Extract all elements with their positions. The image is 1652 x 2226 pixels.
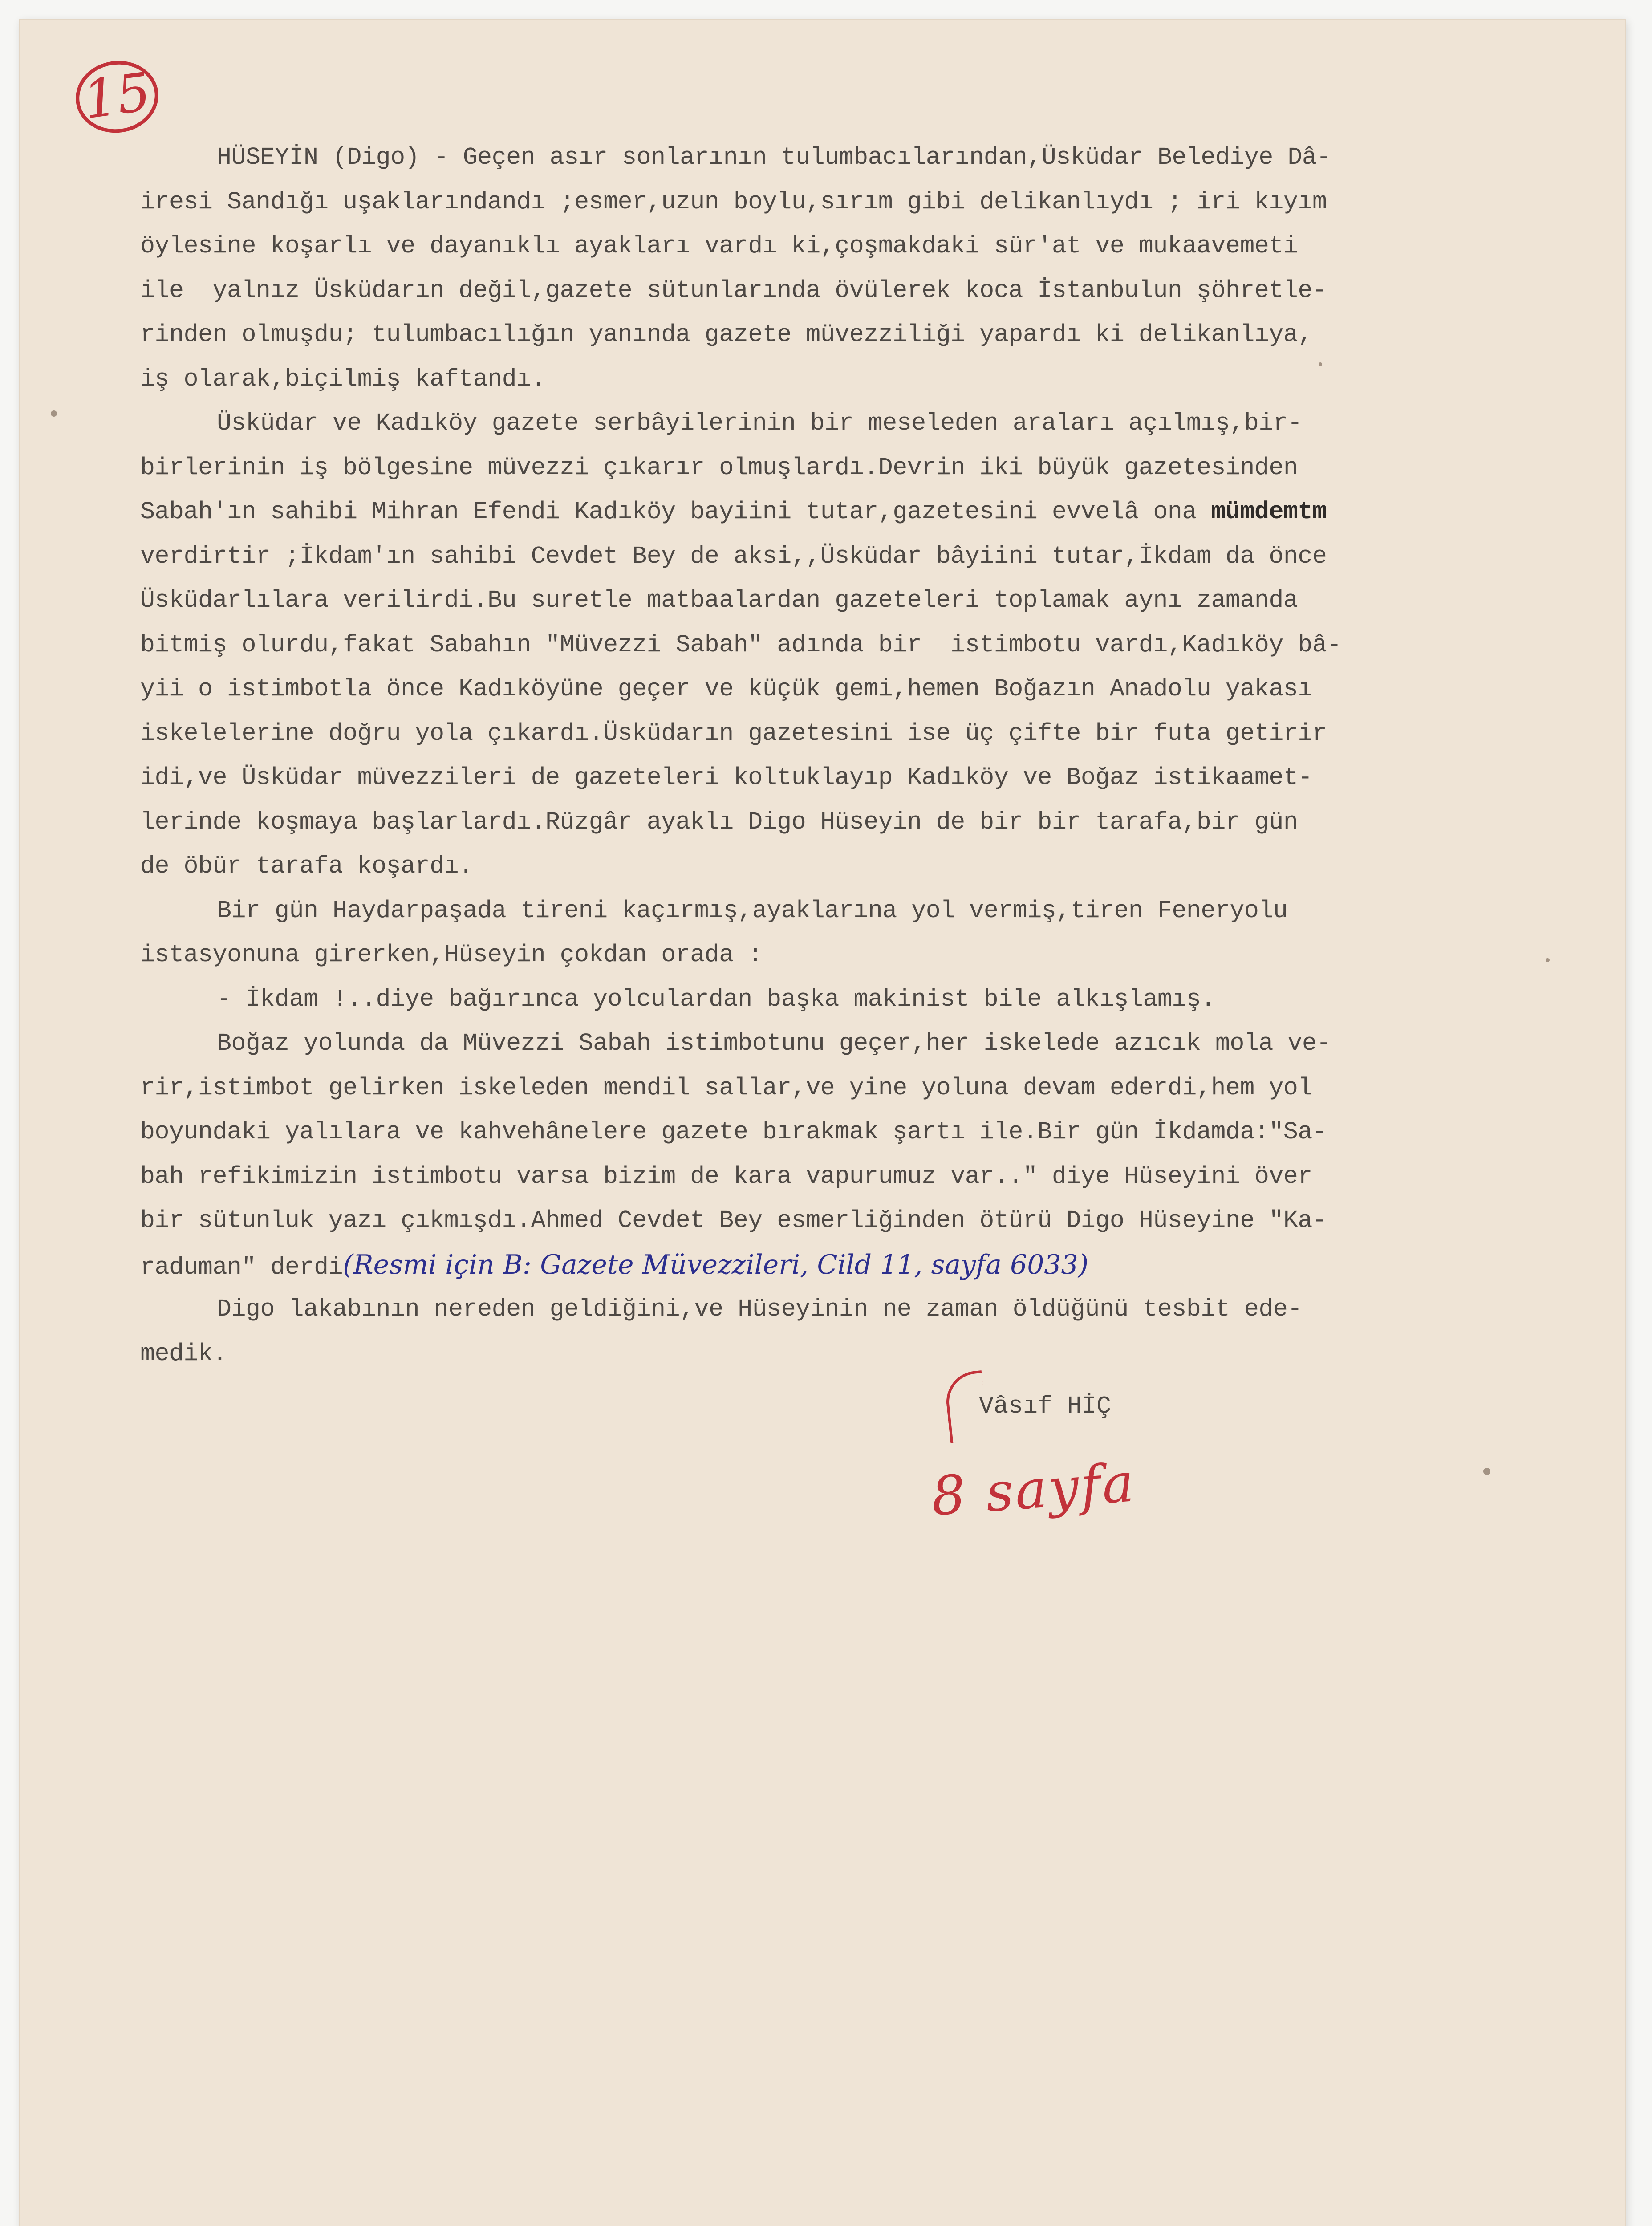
text-fragment: raduman" derdi [140,1253,343,1281]
overtyped-word: mümdemtm [1211,498,1327,526]
document-page [19,19,1626,2226]
text-line: Boğaz yolunda da Müvezzi Sabah istimbotunu geçer,her iskelede azıcık mola ve- [217,1029,1331,1057]
text-line: idi,ve Üsküdar müvezzileri de gazeteleri koltuklayıp Kadıköy ve Boğaz istikaamet- [140,764,1312,792]
text-line: bah refikimizin istimbotu varsa bizim de kara vapurumuz var.." diye Hüseyini över [140,1162,1312,1190]
text-line: Üsküdar ve Kadıköy gazete serbâyilerinin bir meseleden araları açılmış,bir- [217,409,1302,437]
paper-speck [1483,1468,1490,1475]
text-line: iş olarak,biçilmiş kaftandı. [140,365,546,393]
text-line: istasyonuna girerken,Hüseyin çokdan orada : [140,941,763,969]
text-line: öylesine koşarlı ve dayanıklı ayakları vardı ki,çoşmakdaki sür'at ve mukaavemeti [140,232,1298,260]
handwritten-page-count: 8 sayfa [929,1452,1138,1528]
text-line: lerinde koşmaya başlarlardı.Rüzgâr ayaklı Digo Hüseyin de bir bir tarafa,bir gün [140,808,1298,836]
text-line: iresi Sandığı uşaklarındandı ;esmer,uzun boylu,sırım gibi delikanlıydı ; iri kıyım [140,187,1327,216]
text-line: verdirtir ;İkdam'ın sahibi Cevdet Bey de aksi,,Üsküdar bâyiini tutar,İkdam da önce [140,542,1327,570]
paper-speck [1319,362,1322,366]
text-line: - İkdam !..diye bağırınca yolculardan başka makinist bile alkışlamış. [217,985,1215,1013]
text-line: yii o istimbotla önce Kadıköyüne geçer ve küçük gemi,hemen Boğazın Anadolu yakası [140,675,1312,703]
text-line: boyundaki yalılara ve kahvehânelere gazete bırakmak şartı ile.Bir gün İkdamda:"Sa- [140,1118,1327,1146]
text-fragment: Sabah'ın sahibi Mihran Efendi Kadıköy bayiini tutar,gazetesini evvelâ ona [140,498,1197,526]
text-line: medik. [140,1339,227,1368]
text-line: bitmiş olurdu,fakat Sabahın "Müvezzi Sabah" adında bir istimbotu vardı,Kadıköy bâ- [140,630,1341,659]
text-line-with-annotation [140,1243,1596,1288]
author-signature: Vâsıf HİÇ [979,1392,1112,1420]
paper-speck [1546,958,1550,962]
text-line: rinden olmuşdu; tulumbacılığın yanında gazete müvezziliği yapardı ki delikanlıya, [140,321,1312,349]
paper-speck [51,410,57,417]
handwritten-reference: (Resmi için B: Gazete Müvezzileri, Cild 11, sayfa 6033) [343,1249,1089,1280]
text-line: ile yalnız Üsküdarın değil,gazete sütunlarında övülerek koca İstanbulun şöhretle- [140,276,1327,305]
text-line: rir,istimbot gelirken iskeleden mendil sallar,ve yine yoluna devam ederdi,hem yol [140,1073,1312,1102]
text-line: de öbür tarafa koşardı. [140,852,473,880]
text-line: birlerinin iş bölgesine müvezzi çıkarır olmuşlardı.Devrin iki büyük gazetesinden [140,453,1298,482]
typewritten-body [140,135,1596,1376]
text-line: bir sütunluk yazı çıkmışdı.Ahmed Cevdet Bey esmerliğinden ötürü Digo Hüseyine "Ka- [140,1206,1327,1235]
text-line-with-overtype [140,490,1596,534]
text-line: iskelelerine doğru yola çıkardı.Üsküdarın gazetesini ise üç çifte bir futa getirir [140,719,1327,747]
page-number-circled: 15 [71,56,163,138]
text-line: Bir gün Haydarpaşada tireni kaçırmış,ayaklarına yol vermiş,tiren Feneryolu [217,896,1288,925]
text-line: Digo lakabının nereden geldiğini,ve Hüseyinin ne zaman öldüğünü tesbit ede- [217,1295,1302,1323]
text-line: HÜSEYİN (Digo) - Geçen asır sonlarının tulumbacılarından,Üsküdar Belediye Dâ- [217,143,1331,171]
text-line: Üsküdarlılara verilirdi.Bu suretle matbaalardan gazeteleri toplamak aynı zamanda [140,586,1298,614]
